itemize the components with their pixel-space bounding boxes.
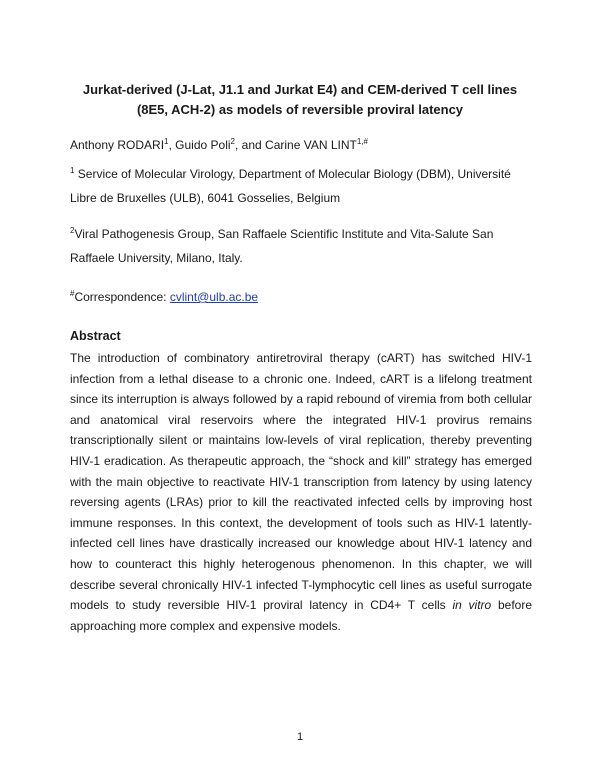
abstract-text-main: The introduction of combinatory antiretroviral therapy (cART) has switched HIV-1 infection from a lethal disease to a chronic one. Indeed, cART is a lifelong treatment since its interruption is always followed by a rapid rebound of viremia from both cellular and anatomical viral reservoirs where the integrated HIV-1 provirus remains transcriptionally silent or maintains low-levels of viral replication, thereby preventing HIV-1 eradication. As therapeutic approach, the “shock and kill” strategy has emerged with the main objective to reactivate HIV-1 transcription from latency by using latency reversing agents (LRAs) prior to kill the reactivated infected cells by improving host immune responses. In this context, the development of tools such as HIV-1 latently-infected cell lines have drastically increased our knowledge about HIV-1 latency and how to counteract this highly heterogenous phenomenon. In this chapter, we will describe several chronically HIV-1 infected T-lymphocytic cell lines as useful surrogate models to study reversible HIV-1 proviral latency in CD4+ T cells: [70, 351, 532, 613]
correspondence: [70, 285, 258, 309]
paper-title: Jurkat-derived (J-Lat, J1.1 and Jurkat E4) and CEM-derived T cell lines (8E5, ACH-2) as models of reversible proviral latency: [82, 82, 518, 117]
author-affiliation-marker: 1: [164, 137, 169, 146]
author-affiliation-marker: 2: [230, 137, 235, 146]
affiliation-1: [70, 162, 532, 210]
author-separator: , and: [235, 138, 266, 152]
affiliation-text: Service of Molecular Virology, Department of Molecular Biology (DBM), Université Libre de Bruxelles (ULB), 6041 Gosselies, Belgium: [70, 167, 511, 205]
correspondence-email-link[interactable]: cvlint@ulb.ac.be: [169, 290, 259, 304]
author-name: Anthony RODARI: [70, 138, 165, 152]
affiliation-marker: 1: [70, 166, 75, 175]
author-affiliation-marker: 1,#: [356, 137, 368, 146]
correspondence-marker: #: [70, 289, 75, 298]
abstract-italic-term: in vitro: [452, 598, 492, 613]
author-name: Carine VAN LINT: [265, 138, 357, 152]
author-list: [70, 137, 368, 153]
affiliation-marker: 2: [70, 226, 75, 235]
page-number: 1: [296, 731, 304, 743]
correspondence-label: Correspondence:: [74, 290, 170, 304]
author-name: Guido Poli: [175, 138, 231, 152]
affiliation-2: [70, 222, 532, 270]
abstract-text-end: before approaching more complex and expensive models.: [70, 598, 533, 633]
author-separator: ,: [168, 138, 176, 152]
abstract-heading: Abstract: [70, 329, 121, 343]
abstract-text: [70, 348, 532, 636]
affiliation-text: Viral Pathogenesis Group, San Raffaele Scientific Institute and Vita-Salute San Raffaele University, Milano, Italy.: [70, 227, 494, 265]
